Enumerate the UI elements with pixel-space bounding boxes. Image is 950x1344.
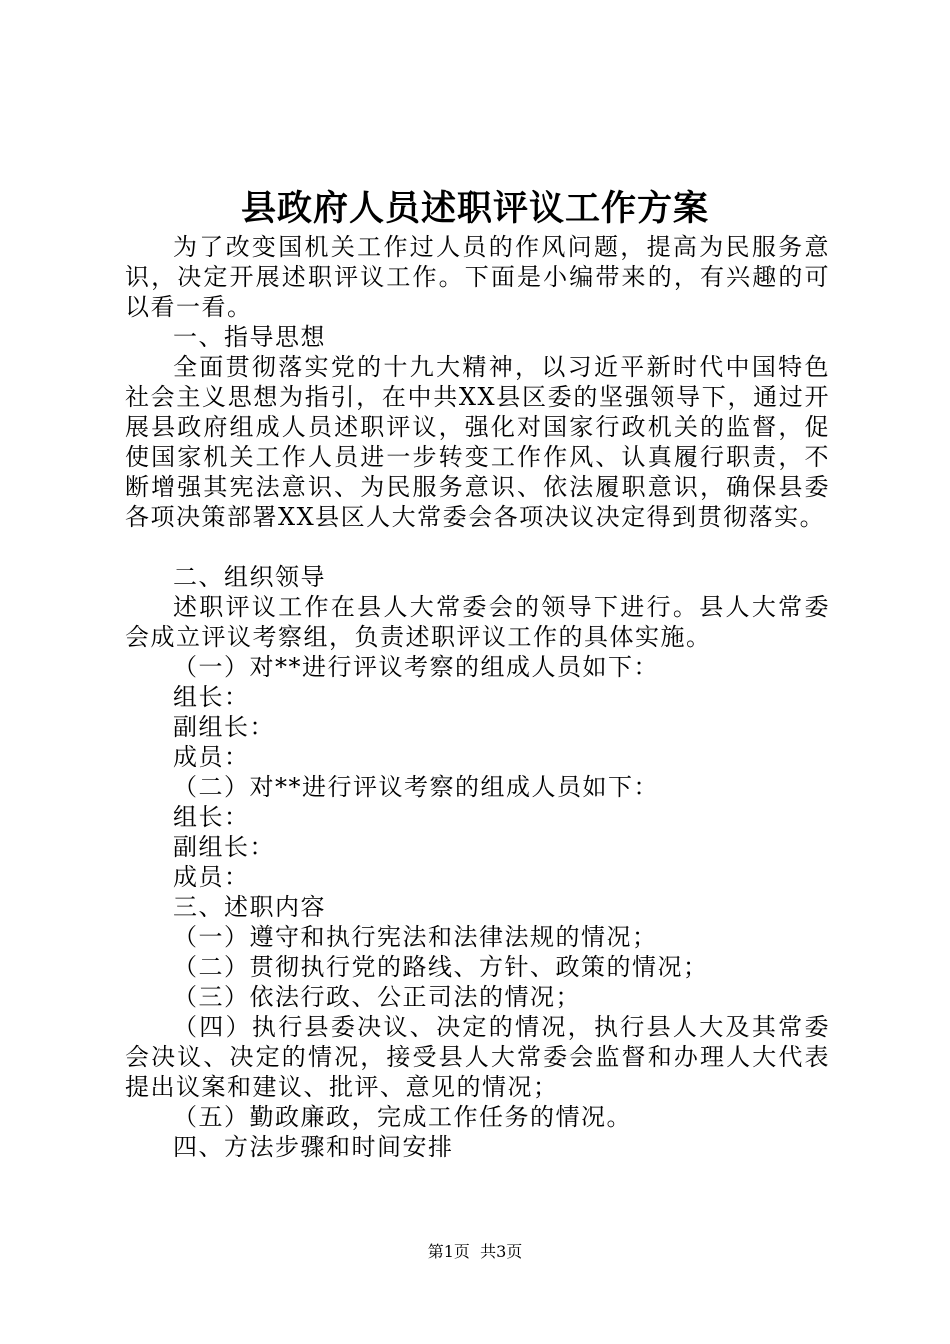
section-heading: 二、组织领导 — [173, 563, 326, 591]
list-item: （四）执行县委决议、决定的情况，执行县人大及其常委会决议、决定的情况，接受县人大常委会监督和办理人大代表提出议案和建议、批评、意见的情况； — [125, 1013, 830, 1101]
page-total: 共3页 — [480, 1242, 523, 1261]
list-item: （一）对**进行评议考察的组成人员如下： — [173, 653, 659, 681]
role-line: 副组长： — [173, 833, 275, 861]
role-line: 成员： — [173, 743, 250, 771]
role-line: 组长： — [173, 803, 250, 831]
role-line: 组长： — [173, 683, 250, 711]
role-line: 副组长： — [173, 713, 275, 741]
list-item: （三）依法行政、公正司法的情况； — [173, 983, 581, 1011]
body-paragraph: 述职评议工作在县人大常委会的领导下进行。县人大常委会成立评议考察组，负责述职评议工作的具体实施。 — [125, 593, 830, 651]
section-heading: 一、指导思想 — [173, 323, 326, 351]
role-line: 成员： — [173, 863, 250, 891]
page-number: 第1页 — [427, 1242, 470, 1261]
section-heading: 三、述职内容 — [173, 893, 326, 921]
document-body — [125, 232, 830, 1162]
body-paragraph: 全面贯彻落实党的十九大精神，以习近平新时代中国特色社会主义思想为指引，在中共XX县区委的坚强领导下，通过开展县政府组成人员述职评议，强化对国家行政机关的监督，促使国家机关工作人员进一步转变工作作风、认真履行职责，不断增强其宪法意识、为民服务意识、依法履职意识，确保县委各项决策部署XX县区人大常委会各项决议决定得到贯彻落实。 — [125, 353, 830, 531]
document-title: 县政府人员述职评议工作方案 — [240, 188, 709, 229]
intro-paragraph: 为了改变国机关工作过人员的作风问题，提高为民服务意识，决定开展述职评议工作。下面是小编带来的，有兴趣的可以看一看。 — [125, 233, 830, 321]
blank-line — [125, 532, 830, 562]
page-footer — [0, 1242, 950, 1262]
section-heading: 四、方法步骤和时间安排 — [173, 1133, 454, 1161]
list-item: （二）贯彻执行党的路线、方针、政策的情况； — [173, 953, 709, 981]
list-item: （二）对**进行评议考察的组成人员如下： — [173, 773, 659, 801]
list-item: （五）勤政廉政，完成工作任务的情况。 — [173, 1103, 632, 1131]
list-item: （一）遵守和执行宪法和法律法规的情况； — [173, 923, 658, 951]
